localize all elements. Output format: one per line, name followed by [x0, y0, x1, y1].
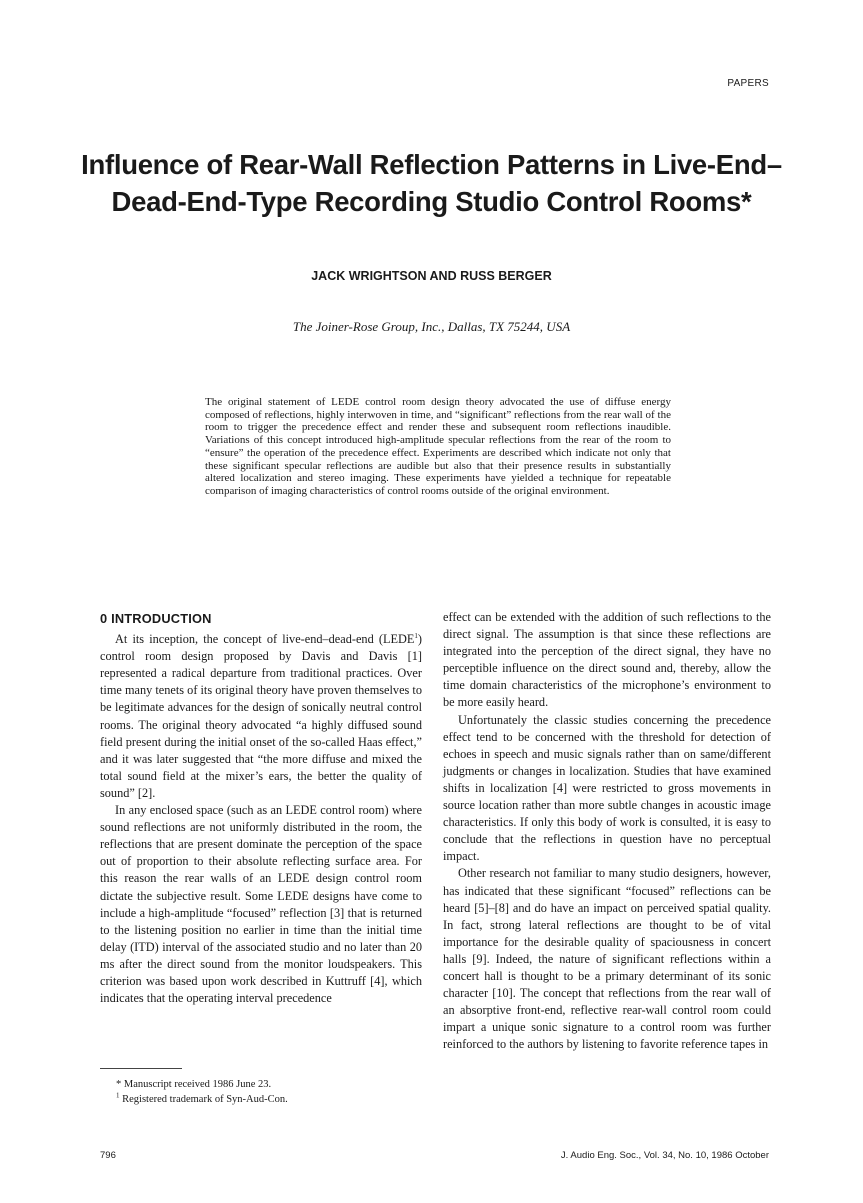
footnote-marker-1: 1	[414, 632, 418, 640]
paragraph-4: Unfortunately the classic studies concerning the precedence effect tend to be concerned with the threshold for detection of echoes in speech and music signals rather than on same/different judgments or changes in localization. Studies that have examined shifts in localization [4] were restricted to gross movements in source location rather than more subtle changes in acoustic image characteristics. If only this body of work is consulted, it is easy to conclude that the reflections in question have no perceptual impact.	[443, 712, 771, 864]
body-column-right	[443, 609, 771, 1053]
paragraph-1	[100, 631, 422, 802]
footnotes	[116, 1077, 288, 1107]
authors: JACK WRIGHTSON AND RUSS BERGER	[311, 269, 552, 283]
paragraph-5: Other research not familiar to many studio designers, however, has indicated that these significant “focused” reflections can be heard [5]–[8] and do have an impact on perceived spatial quality. In fact, strong lateral reflections are thought to be of vital importance for the desirable quality of spaciousness in concert halls [9]. Indeed, the nature of significant reflections within a concert hall is thought to be a primary determinant of its sonic character [10]. The concept that reflections from the rear wall of an absorptive front-end, reflective rear-wall control room could impart a unique sonic signature to a control room was further reinforced to the authors by listening to favorite reference tapes in	[443, 866, 771, 1052]
body-column-left	[100, 610, 422, 1007]
paragraph-1-text-end: ) control room design proposed by Davis and Davis [1] represented a radical departure from traditional practices. Over time many tenets of its original theory have proven themselves to be legitimate advances for the design of sonically neutral control rooms. The original theory advocated “a highly diffused sound field present during the initial onset of the so-called Haas effect,” and it was later suggested that “the more diffuse and mixed the total sound field at the mixer’s ears, the better the quality of sound” [2].	[100, 632, 422, 800]
paper-title	[60, 146, 803, 220]
page-number: 796	[100, 1150, 116, 1161]
section-label: PAPERS	[727, 78, 769, 89]
paragraph-3: effect can be extended with the addition of such reflections to the direct signal. The assumption is that since these reflections are integrated into the perception of the direct signal, they have no perceptible influence on the direct sound and, thereby, allow the time domain characteristics of the microphone’s environment to be more easily heard.	[443, 610, 771, 710]
footnote-divider	[100, 1068, 182, 1069]
paragraph-1-text-start: At its inception, the concept of live-end–dead-end (LEDE	[115, 632, 415, 647]
footnote-manuscript: * Manuscript received 1986 June 23.	[116, 1079, 272, 1090]
title-line-2: Dead-End-Type Recording Studio Control Rooms*	[111, 186, 752, 217]
section-heading-introduction: 0 INTRODUCTION	[100, 611, 212, 626]
affiliation: The Joiner-Rose Group, Inc., Dallas, TX 75244, USA	[292, 319, 571, 334]
title-line-1: Influence of Rear-Wall Reflection Patterns in Live-End–	[81, 149, 782, 180]
paragraph-2: In any enclosed space (such as an LEDE control room) where sound reflections are not uniformly distributed in the room, the reflections that are present dominate the perception of the space out of proportion to their absolute reflecting surface area. For this reason the rear walls of an LEDE design control room dictate the subjective result. Some LEDE designs have come to include a high-amplitude “focused” reflection [3] that is returned to the listening position no earlier in time than the initial time delay (ITD) interval of the associated studio and no later than 20 ms after the direct sound from the monitor loudspeakers. This criterion was based upon work described in Kuttruff [4], which indicates that the operating interval precedence	[100, 803, 422, 1006]
footnote-trademark-marker: 1	[116, 1091, 120, 1100]
footnote-trademark-text: Registered trademark of Syn-Aud-Con.	[119, 1094, 288, 1105]
footnote-trademark	[116, 1092, 288, 1107]
journal-reference: J. Audio Eng. Soc., Vol. 34, No. 10, 1986 October	[560, 1150, 769, 1161]
abstract: The original statement of LEDE control room design theory advocated the use of diffuse energy composed of reflections, highly interwoven in time, and “significant” reflections from the rear wall of the room to trigger the precedence effect and render these and subsequent room reflections inaudible. Variations of this concept introduced high-amplitude specular reflections from the rear of the room to “ensure” the operation of the precedence effect. Experiments are described which indicate not only that these significant specular reflections are audible but also that their presence results in substantially altered localization and stereo imaging. These experiments have yielded a technique for repeatable comparison of imaging characteristics of control rooms outside of the original environment.	[205, 396, 671, 497]
